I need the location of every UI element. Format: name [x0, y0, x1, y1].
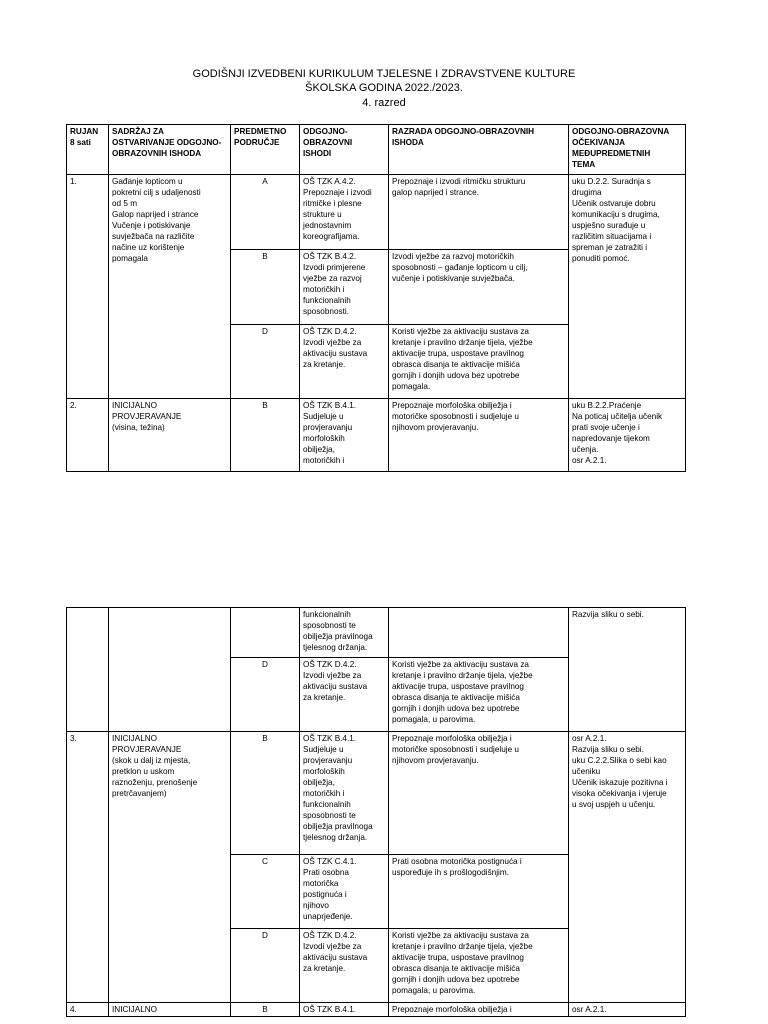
row-cross-curricular: Razvija sliku o sebi. [569, 608, 686, 732]
row-area: D [231, 325, 300, 399]
row-outcome: OŠ TZK B.4.2. Izvodi primjerene vježbe za razvoj motoričkih i funkcionalnih sposobnosti. [300, 250, 389, 325]
row-area: D [231, 658, 300, 732]
row-area: B [231, 399, 300, 472]
grade: 4. razred [362, 97, 406, 109]
row-outcome: funkcionalnih sposobnosti te obilježja pravilnoga tjelesnog držanja. [300, 608, 389, 658]
row-outcome: OŠ TZK B.4.1. [300, 1003, 389, 1017]
row-content [109, 608, 231, 732]
curriculum-table-page2 [66, 607, 686, 1017]
row-elaboration: Prepoznaje i izvodi ritmičku strukturu galop naprijed i strance. [389, 175, 569, 250]
row-outcome: OŠ TZK D.4.2. Izvodi vježbe za aktivaciju sustava za kretanje. [300, 325, 389, 399]
row-number: 2. [67, 399, 109, 472]
row-outcome: OŠ TZK B.4.1. Sudjeluje u provjeravanju morfoloških obilježja, motoričkih i [300, 399, 389, 472]
row-elaboration [389, 608, 569, 658]
document-title: GODIŠNJI IZVEDBENI KURIKULUM TJELESNE I ZDRAVSTVENE KULTURE [192, 68, 576, 80]
row-outcome: OŠ TZK D.4.2. Izvodi vježbe za aktivaciju sustava za kretanje. [300, 929, 389, 1003]
row-cross-curricular: uku D.2.2. Suradnja s drugima Učenik ostvaruje dobru komunikaciju s drugima, uspješno surađuje u različitim situacijama i spreman je zatražiti i ponuditi pomoć. [569, 175, 686, 399]
row-outcome: OŠ TZK A.4.2. Prepoznaje i izvodi ritmičke i plesne strukture u jednostavnim koreografijama. [300, 175, 389, 250]
row-area: B [231, 732, 300, 855]
row-elaboration: Prepoznaje morfološka obilježja i [389, 1003, 569, 1017]
row-cross-curricular: uku B.2.2.Praćenje Na poticaj učitelja učenik prati svoje učenje i napredovanje tijekom učenja. osr A.2.1. [569, 399, 686, 472]
col-header-outcomes: ODGOJNO- OBRAZOVNI ISHODI [300, 125, 389, 175]
row-content: INICIJALNO [109, 1003, 231, 1017]
row-area: B [231, 1003, 300, 1017]
row-number [67, 608, 109, 732]
row-area: C [231, 855, 300, 929]
row-elaboration: Koristi vježbe za aktivaciju sustava za kretanje i pravilno držanje tijela, vježbe aktivacije trupa, uspostave pravilnog obrasca disanja te aktivacije mišića gornjih i donjih udova bez upotrebe pomagala, u parovima. [389, 929, 569, 1003]
row-number: 3. [67, 732, 109, 1003]
row-elaboration: Prati osobna motorička postignuća i uspoređuje ih s prošlogodišnjim. [389, 855, 569, 929]
col-header-elaboration: RAZRADA ODGOJNO-OBRAZOVNIH ISHODA [389, 125, 569, 175]
table-row [67, 1003, 686, 1017]
table-header-row [67, 125, 686, 175]
row-area: B [231, 250, 300, 325]
row-content: INICIJALNO PROVJERAVANJE (visina, težina) [109, 399, 231, 472]
row-outcome: OŠ TZK C.4.1. Prati osobna motorička postignuća i njihovo unaprjeđenje. [300, 855, 389, 929]
col-header-month: RUJAN 8 sati [67, 125, 109, 175]
table-row [67, 608, 686, 658]
school-year: ŠKOLSKA GODINA 2022./2023. [305, 82, 463, 94]
row-elaboration: Prepoznaje morfološka obilježja i motoričke sposobnosti i sudjeluje u njihovom provjeravanju. [389, 399, 569, 472]
row-elaboration: Prepoznaje morfološka obilježja i motoričke sposobnosti i sudjeluje u njihovom provjeravanju. [389, 732, 569, 855]
row-elaboration: Koristi vježbe za aktivaciju sustava za kretanje i pravilno držanje tijela, vježbe aktivacije trupa, uspostave pravilnog obrasca disanja te aktivacije mišića gornjih i donjih udova bez upotrebe pomagala. [389, 325, 569, 399]
row-outcome: OŠ TZK B.4.1. Sudjeluje u provjeravanju morfoloških obilježja, motoričkih i funkcionalnih sposobnosti te obilježja pravilnoga tjelesnog držanja. [300, 732, 389, 855]
row-number: 4. [67, 1003, 109, 1017]
row-elaboration: Izvodi vježbe za razvoj motoričkih sposobnosti – gađanje lopticom u cilj, vučenje i potiskivanje suvježbača. [389, 250, 569, 325]
curriculum-table-page1 [66, 124, 686, 472]
row-content: Gađanje lopticom u pokretni cilj s udaljenosti od 5 m Galop naprijed i strance Vučenje i potiskivanje suvježbača na različite načine uz korištenje pomagala [109, 175, 231, 399]
table-row [67, 175, 686, 250]
col-header-cross-curricular: ODGOJNO-OBRAZOVNA OČEKIVANJA MEĐUPREDMETNIH TEMA [569, 125, 686, 175]
row-area: A [231, 175, 300, 250]
row-area [231, 608, 300, 658]
row-number: 1. [67, 175, 109, 399]
row-area: D [231, 929, 300, 1003]
col-header-content: SADRŽAJ ZA OSTVARIVANJE ODGOJNO- OBRAZOVNIH ISHODA [109, 125, 231, 175]
row-cross-curricular: osr A.2.1. Razvija sliku o sebi. uku C.2.2.Slika o sebi kao učeniku Učenik iskazuje pozitivna i visoka očekivanja i vjeruje u svoj uspjeh u učenju. [569, 732, 686, 1003]
row-elaboration: Koristi vježbe za aktivaciju sustava za kretanje i pravilno držanje tijela, vježbe aktivacije trupa, uspostave pravilnog obrasca disanja te aktivacije mišića gornjih i donjih udova bez upotrebe pomagala, u parovima. [389, 658, 569, 732]
table-row [67, 732, 686, 855]
row-content: INICIJALNO PROVJERAVANJE (skok u dalj iz mjesta, pretklon u uskom raznoženju, prenošenje pretrčavanjem) [109, 732, 231, 1003]
row-outcome: OŠ TZK D.4.2. Izvodi vježbe za aktivaciju sustava za kretanje. [300, 658, 389, 732]
table-row [67, 399, 686, 472]
row-cross-curricular: osr A.2.1. [569, 1003, 686, 1017]
col-header-area: PREDMETNO PODRUČJE [231, 125, 300, 175]
